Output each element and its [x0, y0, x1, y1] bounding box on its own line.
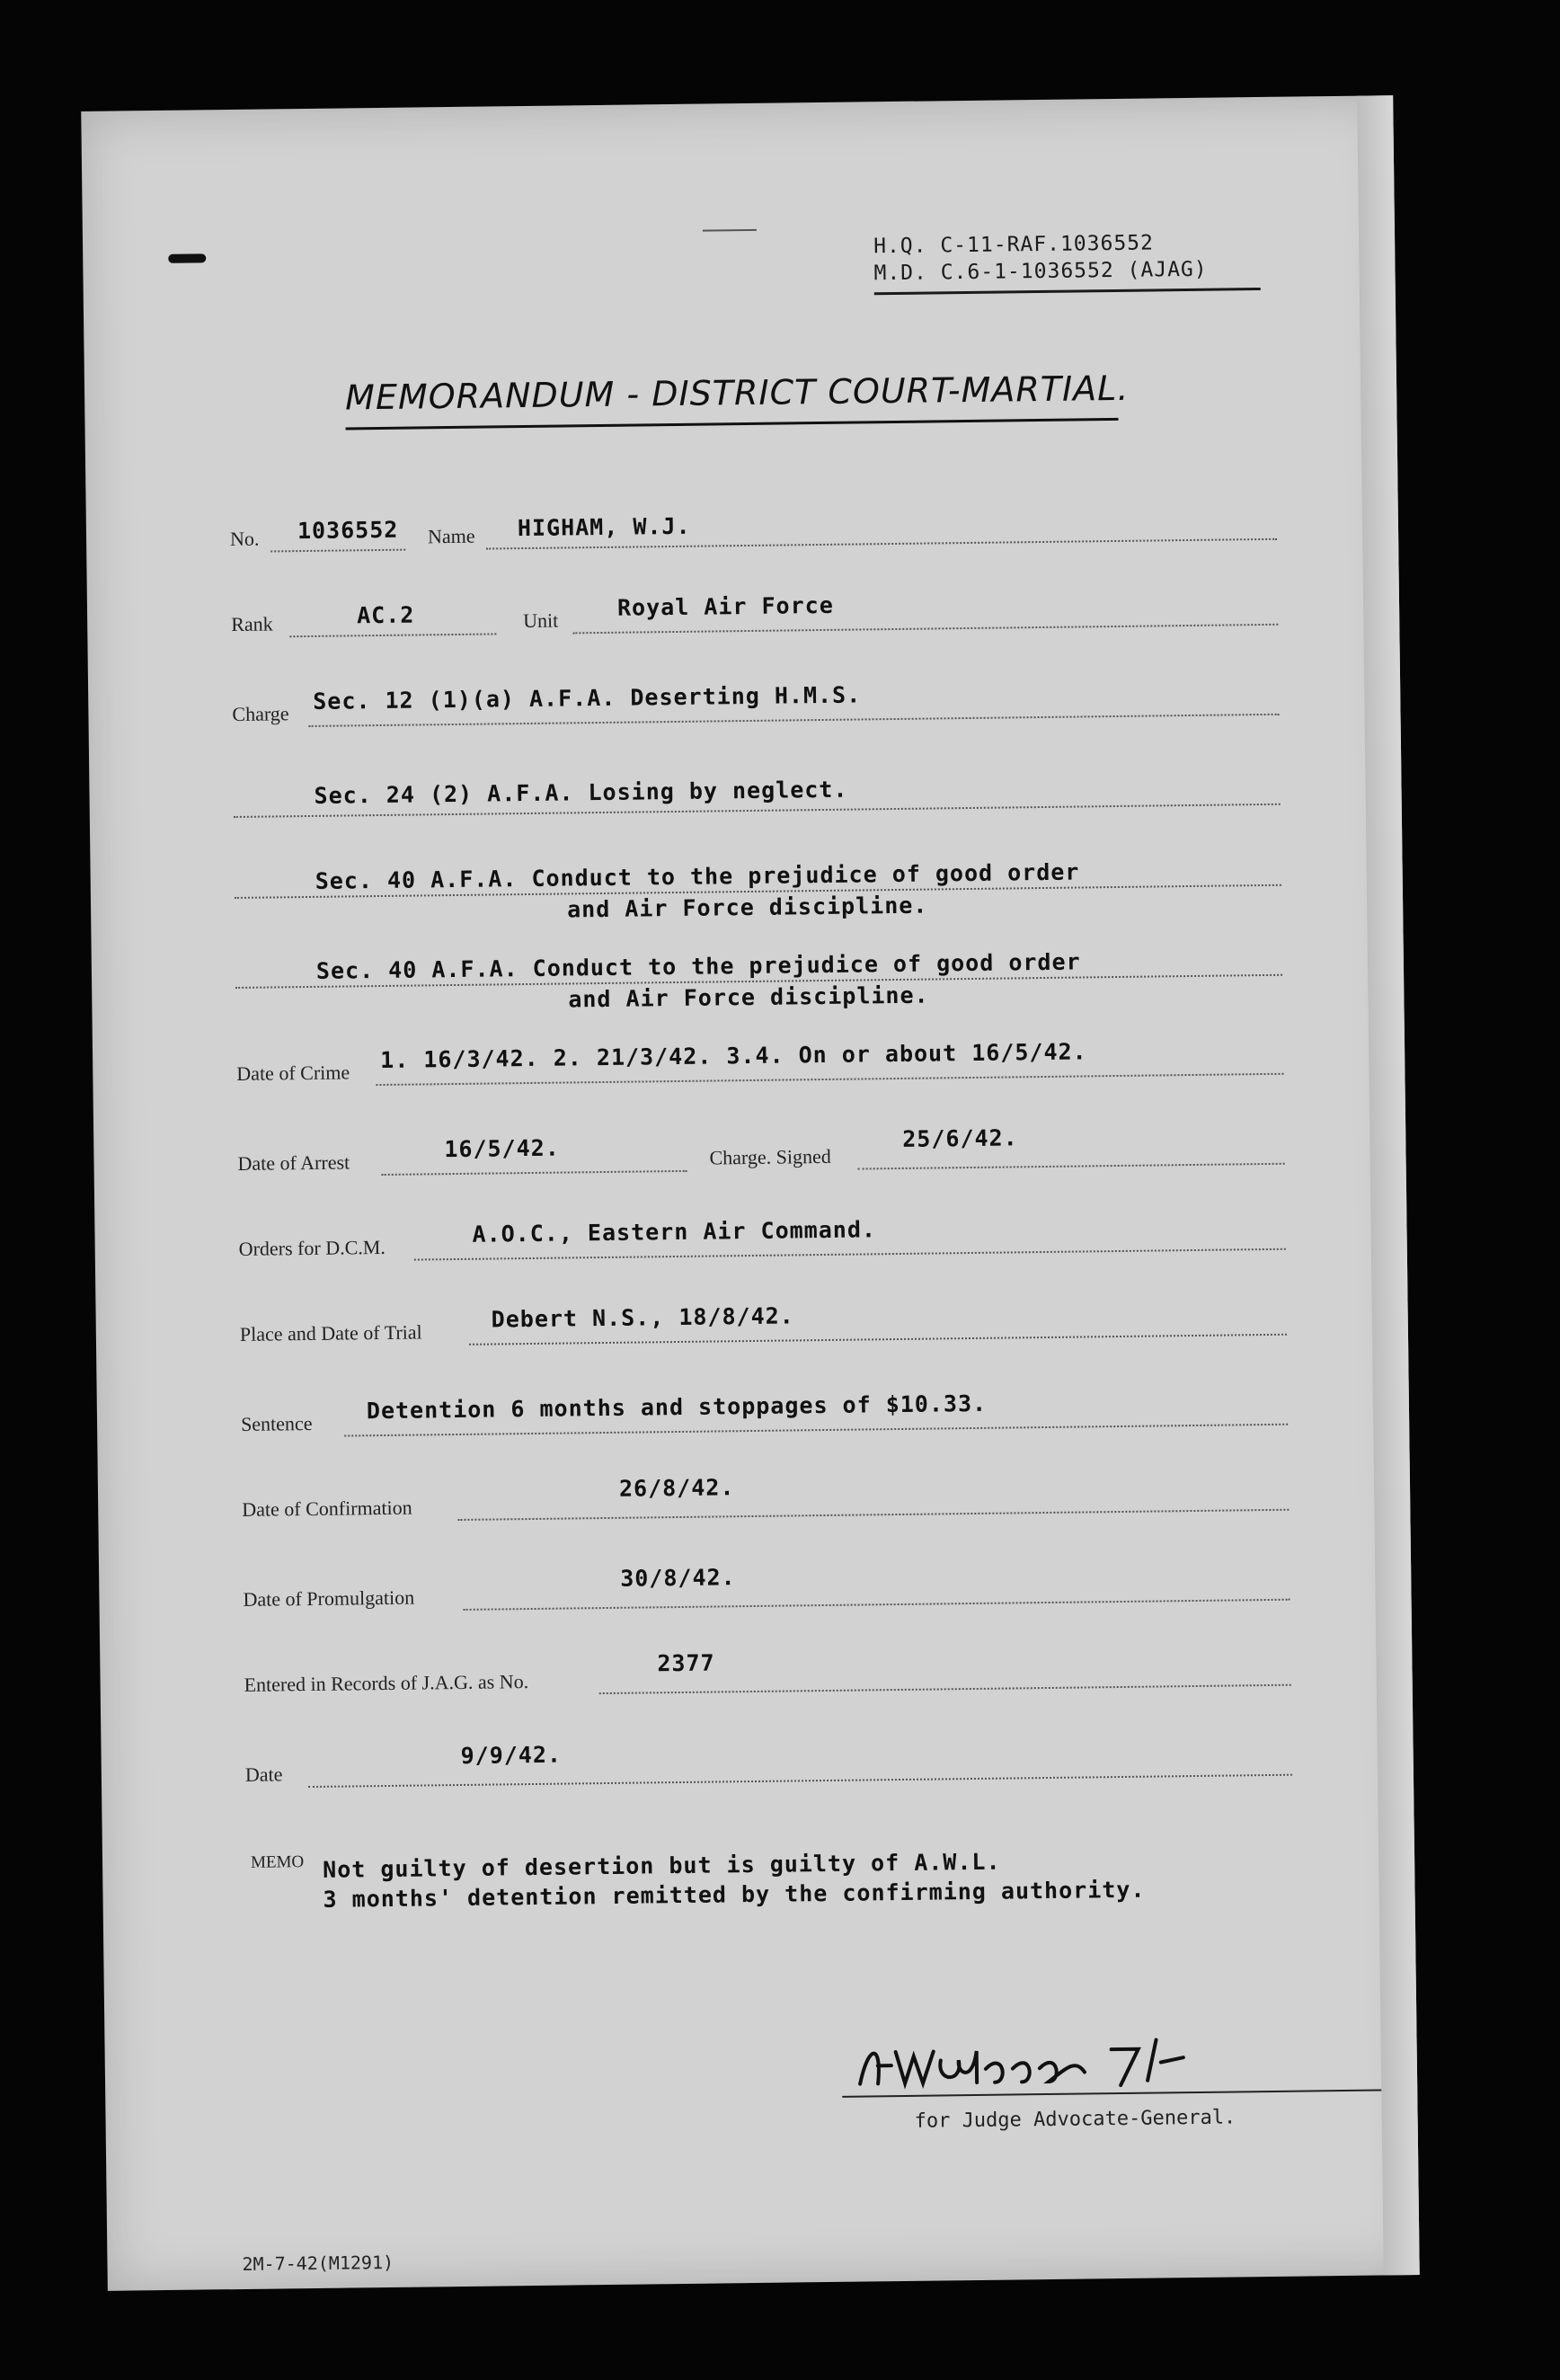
hq-reference: H.Q. C-11-RAF.1036552 — [873, 231, 1155, 259]
place-date-dots — [469, 1333, 1287, 1345]
sentence-value: Detention 6 months and stoppages of $10.33. — [366, 1390, 988, 1425]
rank-label: Rank — [231, 612, 273, 636]
md-reference: M.D. C.6-1-1036552 (AJAG) — [873, 257, 1208, 286]
memo-line-2: 3 months' detention remitted by the confirming authority. — [323, 1876, 1146, 1913]
charge-dots-1 — [309, 713, 1280, 727]
unit-label: Unit — [523, 608, 559, 633]
date-of-arrest-label: Date of Arrest — [237, 1150, 350, 1175]
handwritten-signature — [850, 2030, 1210, 2098]
date-label: Date — [244, 1763, 283, 1786]
memo-line-1: Not guilty of desertion but is guilty of A.W.L. — [322, 1848, 1001, 1883]
charge-2: Sec. 24 (2) A.F.A. Losing by neglect. — [314, 776, 848, 809]
jag-label: Entered in Records of J.A.G. as No. — [244, 1670, 529, 1696]
charge-3: Sec. 40 A.F.A. Conduct to the prejudice of good order — [315, 858, 1080, 894]
date-of-arrest-value: 16/5/42. — [444, 1134, 560, 1163]
date-dots — [308, 1773, 1292, 1788]
orders-dots — [414, 1248, 1286, 1261]
sentence-dots — [344, 1423, 1288, 1437]
unit-value: Royal Air Force — [616, 591, 834, 621]
name-value: HIGHAM, W.J. — [517, 512, 691, 542]
reference-underline — [874, 288, 1261, 295]
date-value: 9/9/42. — [460, 1741, 563, 1769]
memo-label: MEMO — [250, 1852, 305, 1872]
promulgation-value: 30/8/42. — [620, 1564, 736, 1592]
orders-label: Orders for D.C.M. — [238, 1235, 386, 1260]
promulgation-label: Date of Promulgation — [243, 1585, 415, 1611]
rank-dots — [289, 632, 496, 637]
charge-3-cont: and Air Force discipline. — [566, 892, 928, 923]
charge-signed-value: 25/6/42. — [902, 1124, 1018, 1152]
no-label: No. — [229, 527, 260, 551]
ink-blot — [168, 253, 206, 263]
charge-label: Charge — [232, 702, 289, 726]
form-number: 2M-7-42(M1291) — [242, 2251, 394, 2275]
charge-signed-dots — [858, 1162, 1285, 1170]
charge-1: Sec. 12 (1)(a) A.F.A. Deserting H.M.S. — [313, 681, 862, 715]
charge-signed-label: Charge. Signed — [709, 1144, 831, 1169]
place-date-label: Place and Date of Trial — [239, 1320, 422, 1345]
sentence-label: Sentence — [240, 1411, 313, 1435]
page-edge — [1357, 95, 1420, 2275]
memorandum-page — [81, 95, 1420, 2291]
rank-value: AC.2 — [356, 601, 415, 629]
date-of-crime-value: 1. 16/3/42. 2. 21/3/42. 3.4. On or about 16/5/42. — [379, 1038, 1087, 1074]
confirmation-label: Date of Confirmation — [242, 1496, 412, 1521]
date-of-arrest-dots — [382, 1169, 687, 1176]
charge-4: Sec. 40 A.F.A. Conduct to the prejudice of good order — [315, 948, 1081, 984]
unit-dots — [572, 623, 1278, 635]
orders-value: A.O.C., Eastern Air Command. — [472, 1216, 877, 1248]
no-value: 1036552 — [297, 516, 399, 545]
place-date-value: Debert N.S., 18/8/42. — [491, 1302, 794, 1333]
page-title: MEMORANDUM - DISTRICT COURT-MARTIAL. — [344, 368, 1130, 418]
title-underline — [346, 418, 1119, 431]
jag-value: 2377 — [657, 1649, 715, 1677]
signature-caption: for Judge Advocate-General. — [914, 2106, 1236, 2133]
pencil-mark — [703, 229, 757, 232]
no-dots — [270, 548, 405, 553]
jag-dots — [599, 1683, 1291, 1694]
date-of-crime-label: Date of Crime — [236, 1061, 350, 1085]
charge-4-cont: and Air Force discipline. — [568, 981, 929, 1013]
promulgation-dots — [464, 1598, 1290, 1611]
date-of-crime-dots — [376, 1072, 1283, 1086]
name-label: Name — [427, 524, 475, 548]
confirmation-value: 26/8/42. — [618, 1474, 735, 1502]
confirmation-dots — [457, 1508, 1289, 1521]
